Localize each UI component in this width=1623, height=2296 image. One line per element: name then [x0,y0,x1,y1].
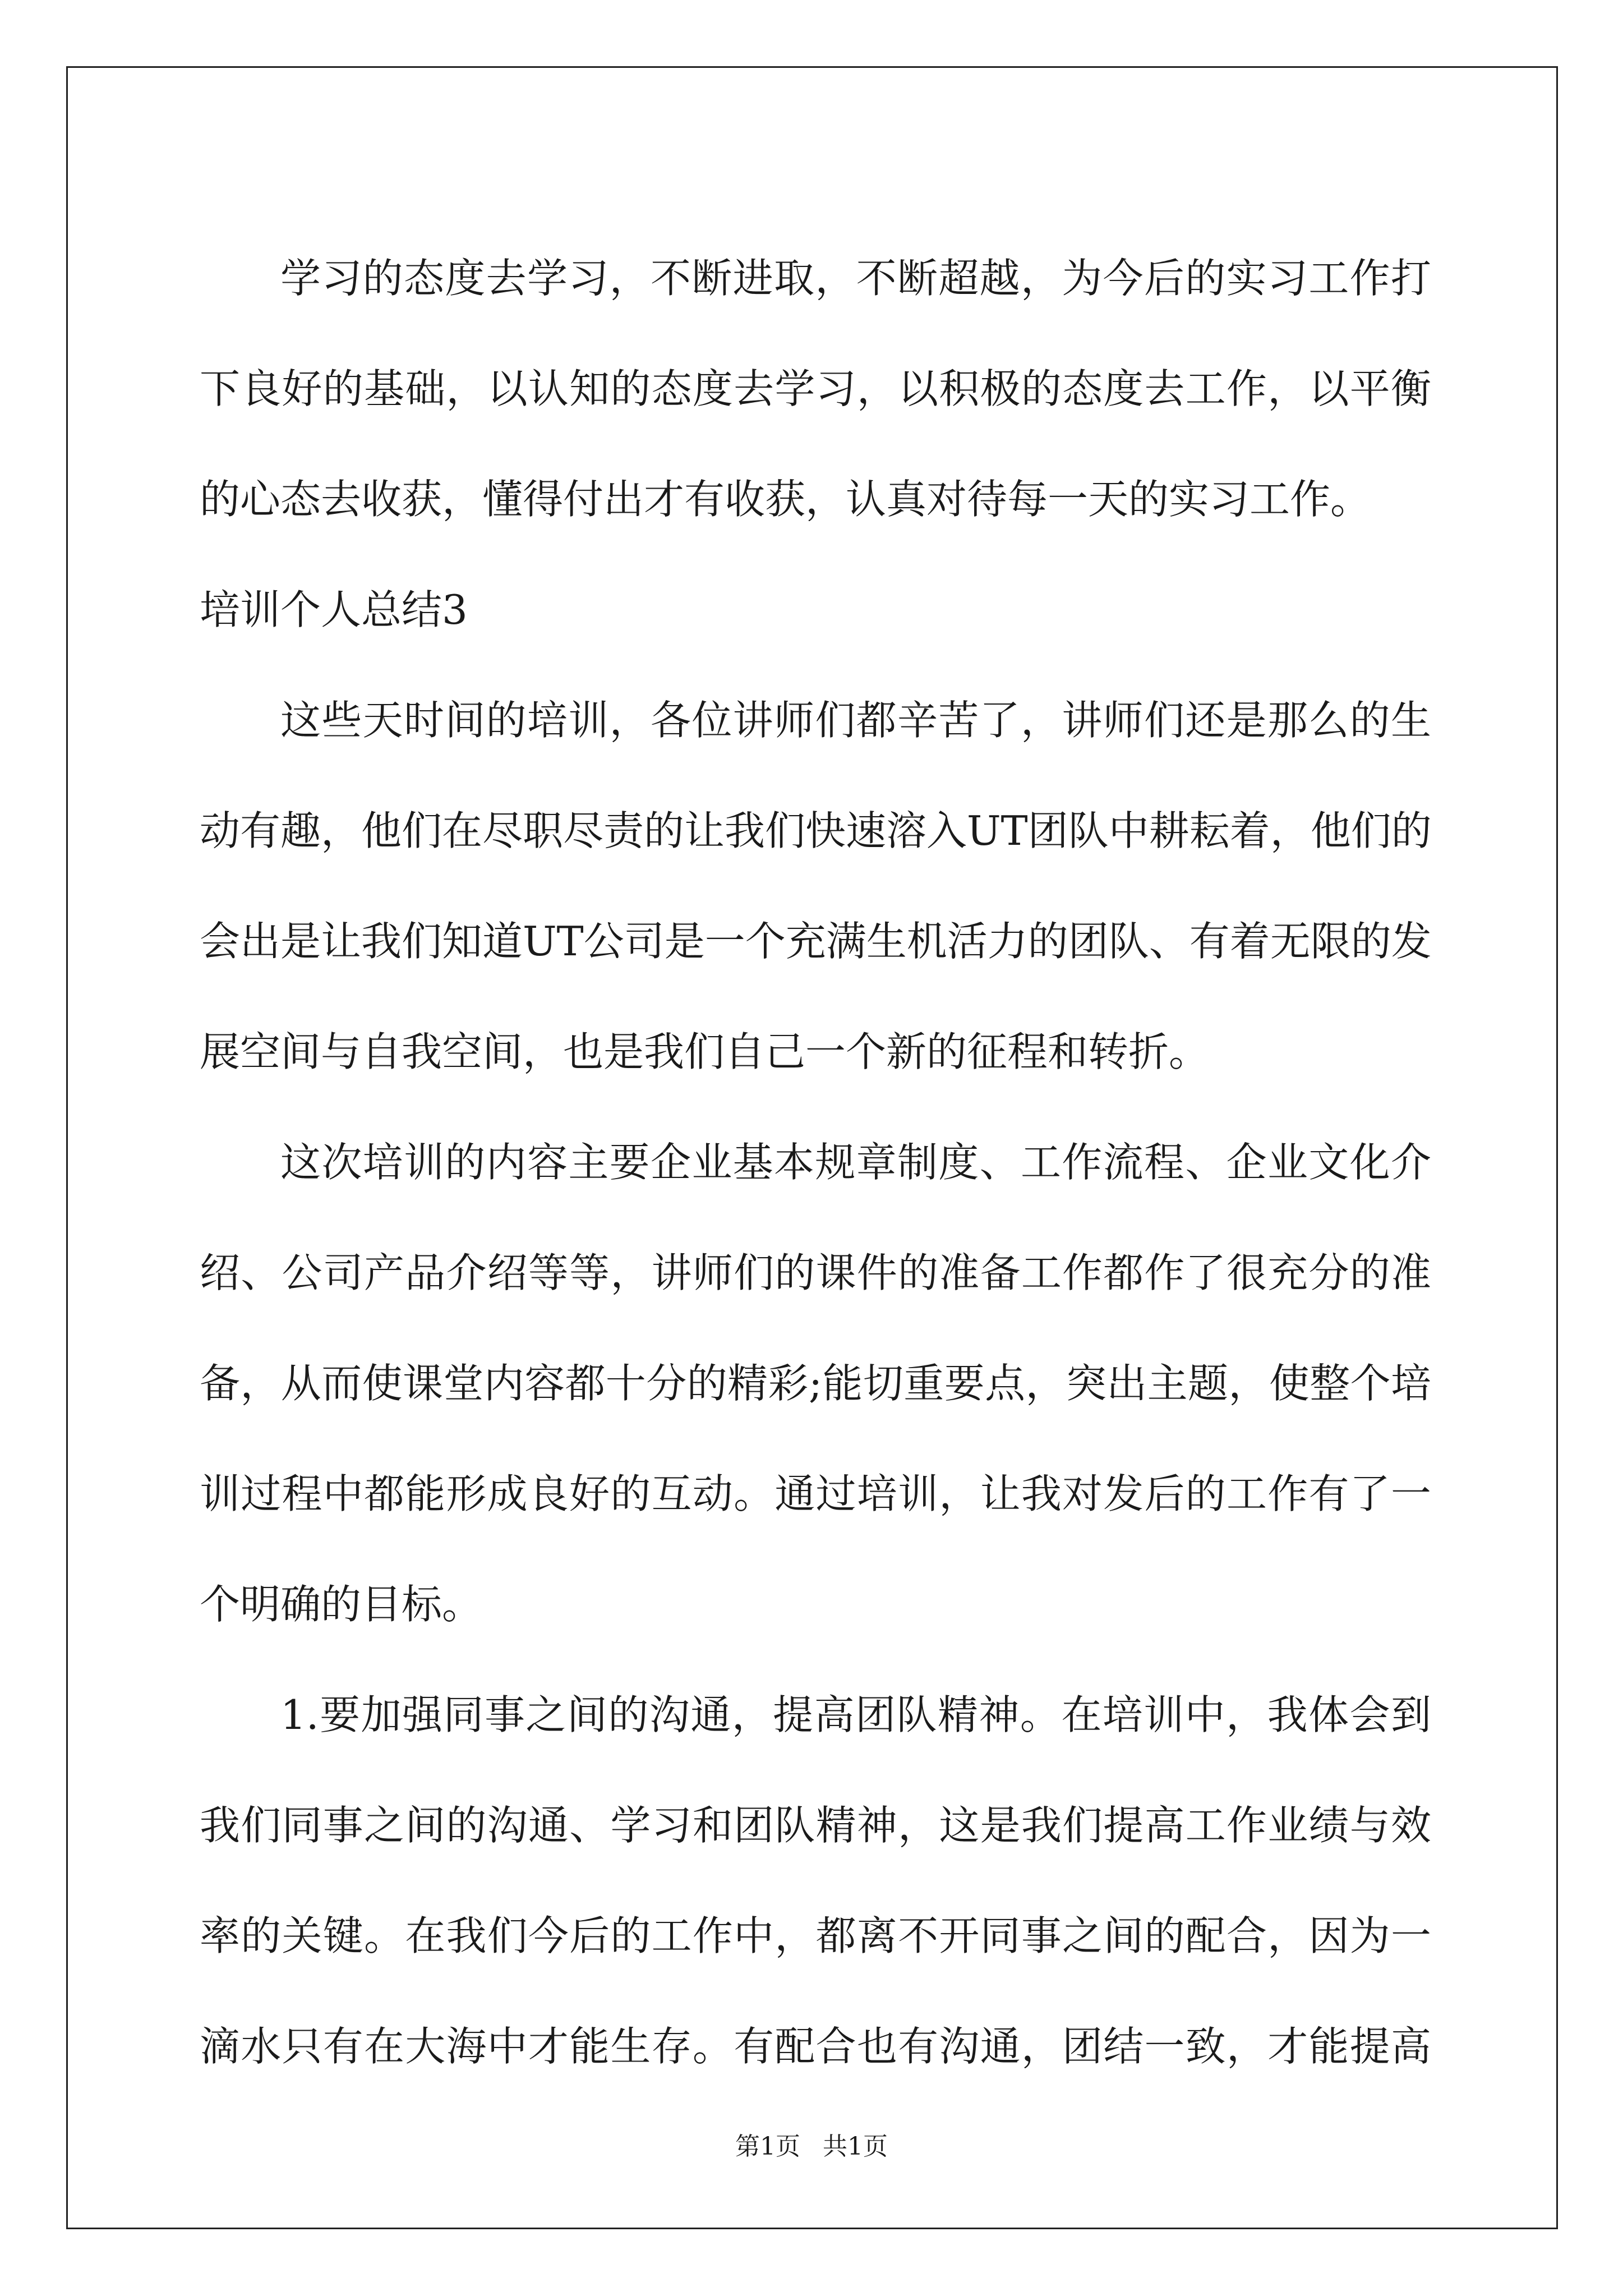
page-number: 第1页 [735,2132,800,2161]
text-line: 训过程中都能形成良好的互动。通过培训，让我对发后的工作有了一 [200,1470,1431,1517]
text-line: 1.要加强同事之间的沟通，提高团队精神。在培训中，我体会到 [280,1691,1431,1738]
text-line: 动有趣，他们在尽职尽责的让我们快速溶入UT团队中耕耘着，他们的 [200,807,1432,854]
text-line: 的心态去收获，懂得付出才有收获，认真对待每一天的实习工作。 [200,476,1371,523]
text-line: 学习的态度去学习，不断进取，不断超越，为今后的实习工作打 [280,255,1431,302]
section-heading: 培训个人总结3 [200,586,468,633]
text-line: 绍、公司产品介绍等等，讲师们的课件的准备工作都作了很充分的准 [200,1249,1431,1296]
text-line: 滴水只有在大海中才能生存。有配合也有沟通，团结一致，才能提高 [200,2023,1431,2070]
text-line: 下良好的基础，以认知的态度去学习，以积极的态度去工作，以平衡 [200,365,1431,412]
text-line: 这些天时间的培训，各位讲师们都辛苦了，讲师们还是那么的生 [280,697,1431,744]
page-footer [0,2126,1623,2162]
page-total: 共1页 [823,2132,888,2161]
text-line: 会出是让我们知道UT公司是一个充满生机活力的团队、有着无限的发 [200,918,1432,965]
text-line: 个明确的目标。 [200,1581,483,1628]
text-line: 展空间与自我空间，也是我们自己一个新的征程和转折。 [200,1028,1210,1075]
text-line: 我们同事之间的沟通、学习和团队精神，这是我们提高工作业绩与效 [200,1802,1431,1849]
text-line: 备，从而使课堂内容都十分的精彩;能切重要点，突出主题，使整个培 [200,1360,1431,1407]
text-line: 这次培训的内容主要企业基本规章制度、工作流程、企业文化介 [280,1139,1431,1186]
text-line: 率的关键。在我们今后的工作中，都离不开同事之间的配合，因为一 [200,1912,1431,1959]
document-body [200,223,1431,2102]
